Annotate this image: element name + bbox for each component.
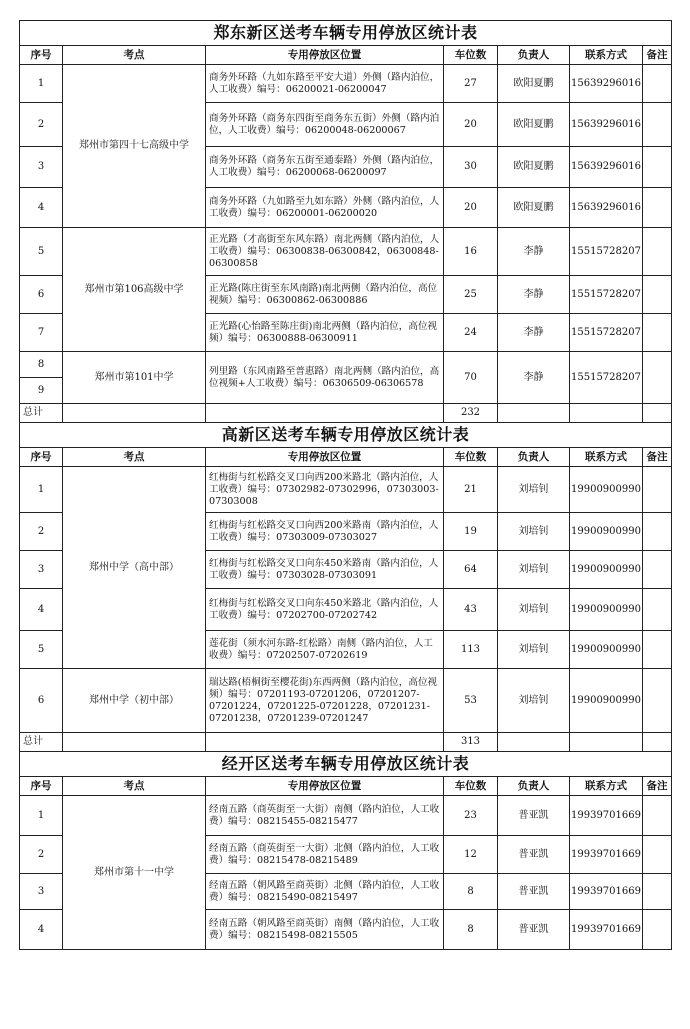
spaces-cell: 21 <box>444 467 498 513</box>
note-cell <box>643 631 672 669</box>
contact-cell: 15639296016 <box>570 188 643 228</box>
seq-cell: 3 <box>20 551 63 589</box>
table-row <box>20 228 672 276</box>
header-person: 负责人 <box>498 777 570 796</box>
contact-cell: 19939701669 <box>570 796 643 836</box>
contact-cell: 19939701669 <box>570 910 643 950</box>
header-school: 考点 <box>63 46 206 65</box>
spaces-cell: 53 <box>444 669 498 733</box>
spaces-cell: 30 <box>444 147 498 188</box>
header-contact: 联系方式 <box>570 46 643 65</box>
person-cell: 李静 <box>498 352 570 404</box>
school-cell: 郑州市第101中学 <box>63 352 206 404</box>
seq-cell: 1 <box>20 65 63 103</box>
location-cell: 经南五路（商英街至一大街）南侧（路内泊位，人工收费）编号：08215455-08215477 <box>206 796 444 836</box>
person-cell: 李静 <box>498 228 570 276</box>
person-cell: 欧阳夏鹏 <box>498 103 570 147</box>
note-cell <box>643 836 672 874</box>
note-cell <box>643 147 672 188</box>
total-value: 313 <box>444 733 498 752</box>
section-title: 经开区送考车辆专用停放区统计表 <box>20 752 672 777</box>
total-label: 总计 <box>20 404 63 423</box>
location-cell: 商务外环路（九如东路至平安大道）外侧（路内泊位，人工收费）编号：06200021-06200047 <box>206 65 444 103</box>
spaces-cell: 19 <box>444 513 498 551</box>
location-cell: 商务外环路（九如路至九如东路）外侧（路内泊位，人工收费）编号：06200001-06200020 <box>206 188 444 228</box>
header-location: 专用停放区位置 <box>206 777 444 796</box>
contact-cell: 15639296016 <box>570 147 643 188</box>
spaces-cell: 70 <box>444 352 498 404</box>
contact-cell: 19900900990 <box>570 467 643 513</box>
person-cell: 刘培钊 <box>498 513 570 551</box>
note-cell <box>643 103 672 147</box>
person-cell: 普亚凯 <box>498 910 570 950</box>
school-cell: 郑州中学（初中部） <box>63 669 206 733</box>
header-contact: 联系方式 <box>570 777 643 796</box>
location-cell: 红梅街与红松路交叉口向西200米路北（路内泊位，人工收费）编号：07302982-07302996，07303003-07303008 <box>206 467 444 513</box>
location-cell: 红梅街与红松路交叉口向西200米路南（路内泊位，人工收费）编号：07303009-07303027 <box>206 513 444 551</box>
header-spaces: 车位数 <box>444 777 498 796</box>
contact-cell: 19900900990 <box>570 631 643 669</box>
note-cell <box>643 551 672 589</box>
header-school: 考点 <box>63 777 206 796</box>
location-cell: 经南五路（朝风路至商英街）北侧（路内泊位，人工收费）编号：08215490-08215497 <box>206 874 444 910</box>
seq-cell: 4 <box>20 188 63 228</box>
person-cell: 普亚凯 <box>498 796 570 836</box>
person-cell: 欧阳夏鹏 <box>498 147 570 188</box>
header-note: 备注 <box>643 777 672 796</box>
note-cell <box>643 188 672 228</box>
header-row <box>20 46 672 65</box>
parking-table <box>19 20 672 950</box>
location-cell: 红梅街与红松路交叉口向东450米路北（路内泊位，人工收费）编号：07202700-07202742 <box>206 589 444 631</box>
note-cell <box>643 276 672 314</box>
seq-cell: 5 <box>20 631 63 669</box>
header-person: 负责人 <box>498 46 570 65</box>
total-row <box>20 733 672 752</box>
contact-cell: 19900900990 <box>570 669 643 733</box>
table-row <box>20 669 672 733</box>
person-cell: 刘培钊 <box>498 669 570 733</box>
seq-cell: 6 <box>20 669 63 733</box>
contact-cell: 19900900990 <box>570 589 643 631</box>
person-cell: 刘培钊 <box>498 589 570 631</box>
contact-cell: 15515728207 <box>570 276 643 314</box>
person-cell: 普亚凯 <box>498 836 570 874</box>
note-cell <box>643 874 672 910</box>
note-cell <box>643 796 672 836</box>
contact-cell: 19900900990 <box>570 513 643 551</box>
seq-cell: 8 <box>20 352 63 378</box>
table-row <box>20 352 672 378</box>
table-row <box>20 796 672 836</box>
section-title: 高新区送考车辆专用停放区统计表 <box>20 423 672 448</box>
header-row <box>20 777 672 796</box>
document-page <box>19 20 671 950</box>
note-cell <box>643 352 672 404</box>
location-cell: 正光路(心怡路至陈庄街)南北两侧（路内泊位，高位视频）编号：06300888-06300911 <box>206 314 444 352</box>
spaces-cell: 12 <box>444 836 498 874</box>
header-row <box>20 448 672 467</box>
note-cell <box>643 669 672 733</box>
location-cell: 经南五路（朝风路至商英街）南侧（路内泊位，人工收费）编号：08215498-08215505 <box>206 910 444 950</box>
header-note: 备注 <box>643 46 672 65</box>
spaces-cell: 20 <box>444 188 498 228</box>
header-spaces: 车位数 <box>444 46 498 65</box>
contact-cell: 19939701669 <box>570 874 643 910</box>
spaces-cell: 43 <box>444 589 498 631</box>
seq-cell: 2 <box>20 836 63 874</box>
note-cell <box>643 228 672 276</box>
location-cell: 红梅街与红松路交叉口向东450米路南（路内泊位，人工收费）编号：07303028-07303091 <box>206 551 444 589</box>
spaces-cell: 8 <box>444 910 498 950</box>
person-cell: 李静 <box>498 276 570 314</box>
spaces-cell: 16 <box>444 228 498 276</box>
header-location: 专用停放区位置 <box>206 448 444 467</box>
location-cell: 瑞达路(梧桐街至樱花街)东西两侧（路内泊位，高位视频）编号：07201193-07201206，07201207-07201224，07201225-07201228，07201231-07201238，07201239-07201247 <box>206 669 444 733</box>
seq-cell: 3 <box>20 874 63 910</box>
note-cell <box>643 467 672 513</box>
spaces-cell: 24 <box>444 314 498 352</box>
school-cell: 郑州市第十一中学 <box>63 796 206 950</box>
location-cell: 正光路（才高街至东风东路）南北两侧（路内泊位，人工收费）编号：06300838-06300842，06300848-06300858 <box>206 228 444 276</box>
spaces-cell: 27 <box>444 65 498 103</box>
seq-cell: 1 <box>20 467 63 513</box>
note-cell <box>643 65 672 103</box>
person-cell: 欧阳夏鹏 <box>498 188 570 228</box>
header-seq: 序号 <box>20 777 63 796</box>
person-cell: 刘培钊 <box>498 631 570 669</box>
person-cell: 李静 <box>498 314 570 352</box>
person-cell: 欧阳夏鹏 <box>498 65 570 103</box>
person-cell: 刘培钊 <box>498 467 570 513</box>
contact-cell: 15639296016 <box>570 103 643 147</box>
person-cell: 刘培钊 <box>498 551 570 589</box>
header-person: 负责人 <box>498 448 570 467</box>
school-cell: 郑州市第四十七高级中学 <box>63 65 206 228</box>
header-location: 专用停放区位置 <box>206 46 444 65</box>
contact-cell: 15639296016 <box>570 65 643 103</box>
table-row <box>20 467 672 513</box>
location-cell: 正光路(陈庄街至东风南路)南北两侧（路内泊位，高位视频）编号：06300862-06300886 <box>206 276 444 314</box>
header-note: 备注 <box>643 448 672 467</box>
total-value: 232 <box>444 404 498 423</box>
header-seq: 序号 <box>20 46 63 65</box>
seq-cell: 9 <box>20 378 63 404</box>
note-cell <box>643 589 672 631</box>
seq-cell: 2 <box>20 513 63 551</box>
spaces-cell: 23 <box>444 796 498 836</box>
seq-cell: 5 <box>20 228 63 276</box>
seq-cell: 7 <box>20 314 63 352</box>
location-cell: 经南五路（商英街至一大街）北侧（路内泊位，人工收费）编号：08215478-08215489 <box>206 836 444 874</box>
seq-cell: 3 <box>20 147 63 188</box>
school-cell: 郑州中学（高中部） <box>63 467 206 669</box>
contact-cell: 15515728207 <box>570 352 643 404</box>
location-cell: 商务外环路（商务东四街至商务东五街）外侧（路内泊位，人工收费）编号：06200048-06200067 <box>206 103 444 147</box>
contact-cell: 15515728207 <box>570 228 643 276</box>
section-title: 郑东新区送考车辆专用停放区统计表 <box>20 21 672 46</box>
seq-cell: 4 <box>20 589 63 631</box>
person-cell: 普亚凯 <box>498 874 570 910</box>
spaces-cell: 113 <box>444 631 498 669</box>
contact-cell: 19900900990 <box>570 551 643 589</box>
seq-cell: 6 <box>20 276 63 314</box>
school-cell: 郑州市第106高级中学 <box>63 228 206 352</box>
table-row <box>20 65 672 103</box>
total-label: 总计 <box>20 733 63 752</box>
note-cell <box>643 910 672 950</box>
seq-cell: 4 <box>20 910 63 950</box>
seq-cell: 1 <box>20 796 63 836</box>
note-cell <box>643 513 672 551</box>
note-cell <box>643 314 672 352</box>
contact-cell: 15515728207 <box>570 314 643 352</box>
contact-cell: 19939701669 <box>570 836 643 874</box>
spaces-cell: 25 <box>444 276 498 314</box>
location-cell: 莲花街（须水河东路-红松路）南侧（路内泊位，人工收费）编号：07202507-07202619 <box>206 631 444 669</box>
seq-cell: 2 <box>20 103 63 147</box>
spaces-cell: 8 <box>444 874 498 910</box>
location-cell: 商务外环路（商务东五街至通泰路）外侧（路内泊位，人工收费）编号：06200068-06200097 <box>206 147 444 188</box>
spaces-cell: 64 <box>444 551 498 589</box>
header-seq: 序号 <box>20 448 63 467</box>
header-contact: 联系方式 <box>570 448 643 467</box>
header-school: 考点 <box>63 448 206 467</box>
location-cell: 列里路（东风南路至普惠路）南北两侧（路内泊位，高位视频+人工收费）编号：06306509-06306578 <box>206 352 444 404</box>
spaces-cell: 20 <box>444 103 498 147</box>
total-row <box>20 404 672 423</box>
header-spaces: 车位数 <box>444 448 498 467</box>
